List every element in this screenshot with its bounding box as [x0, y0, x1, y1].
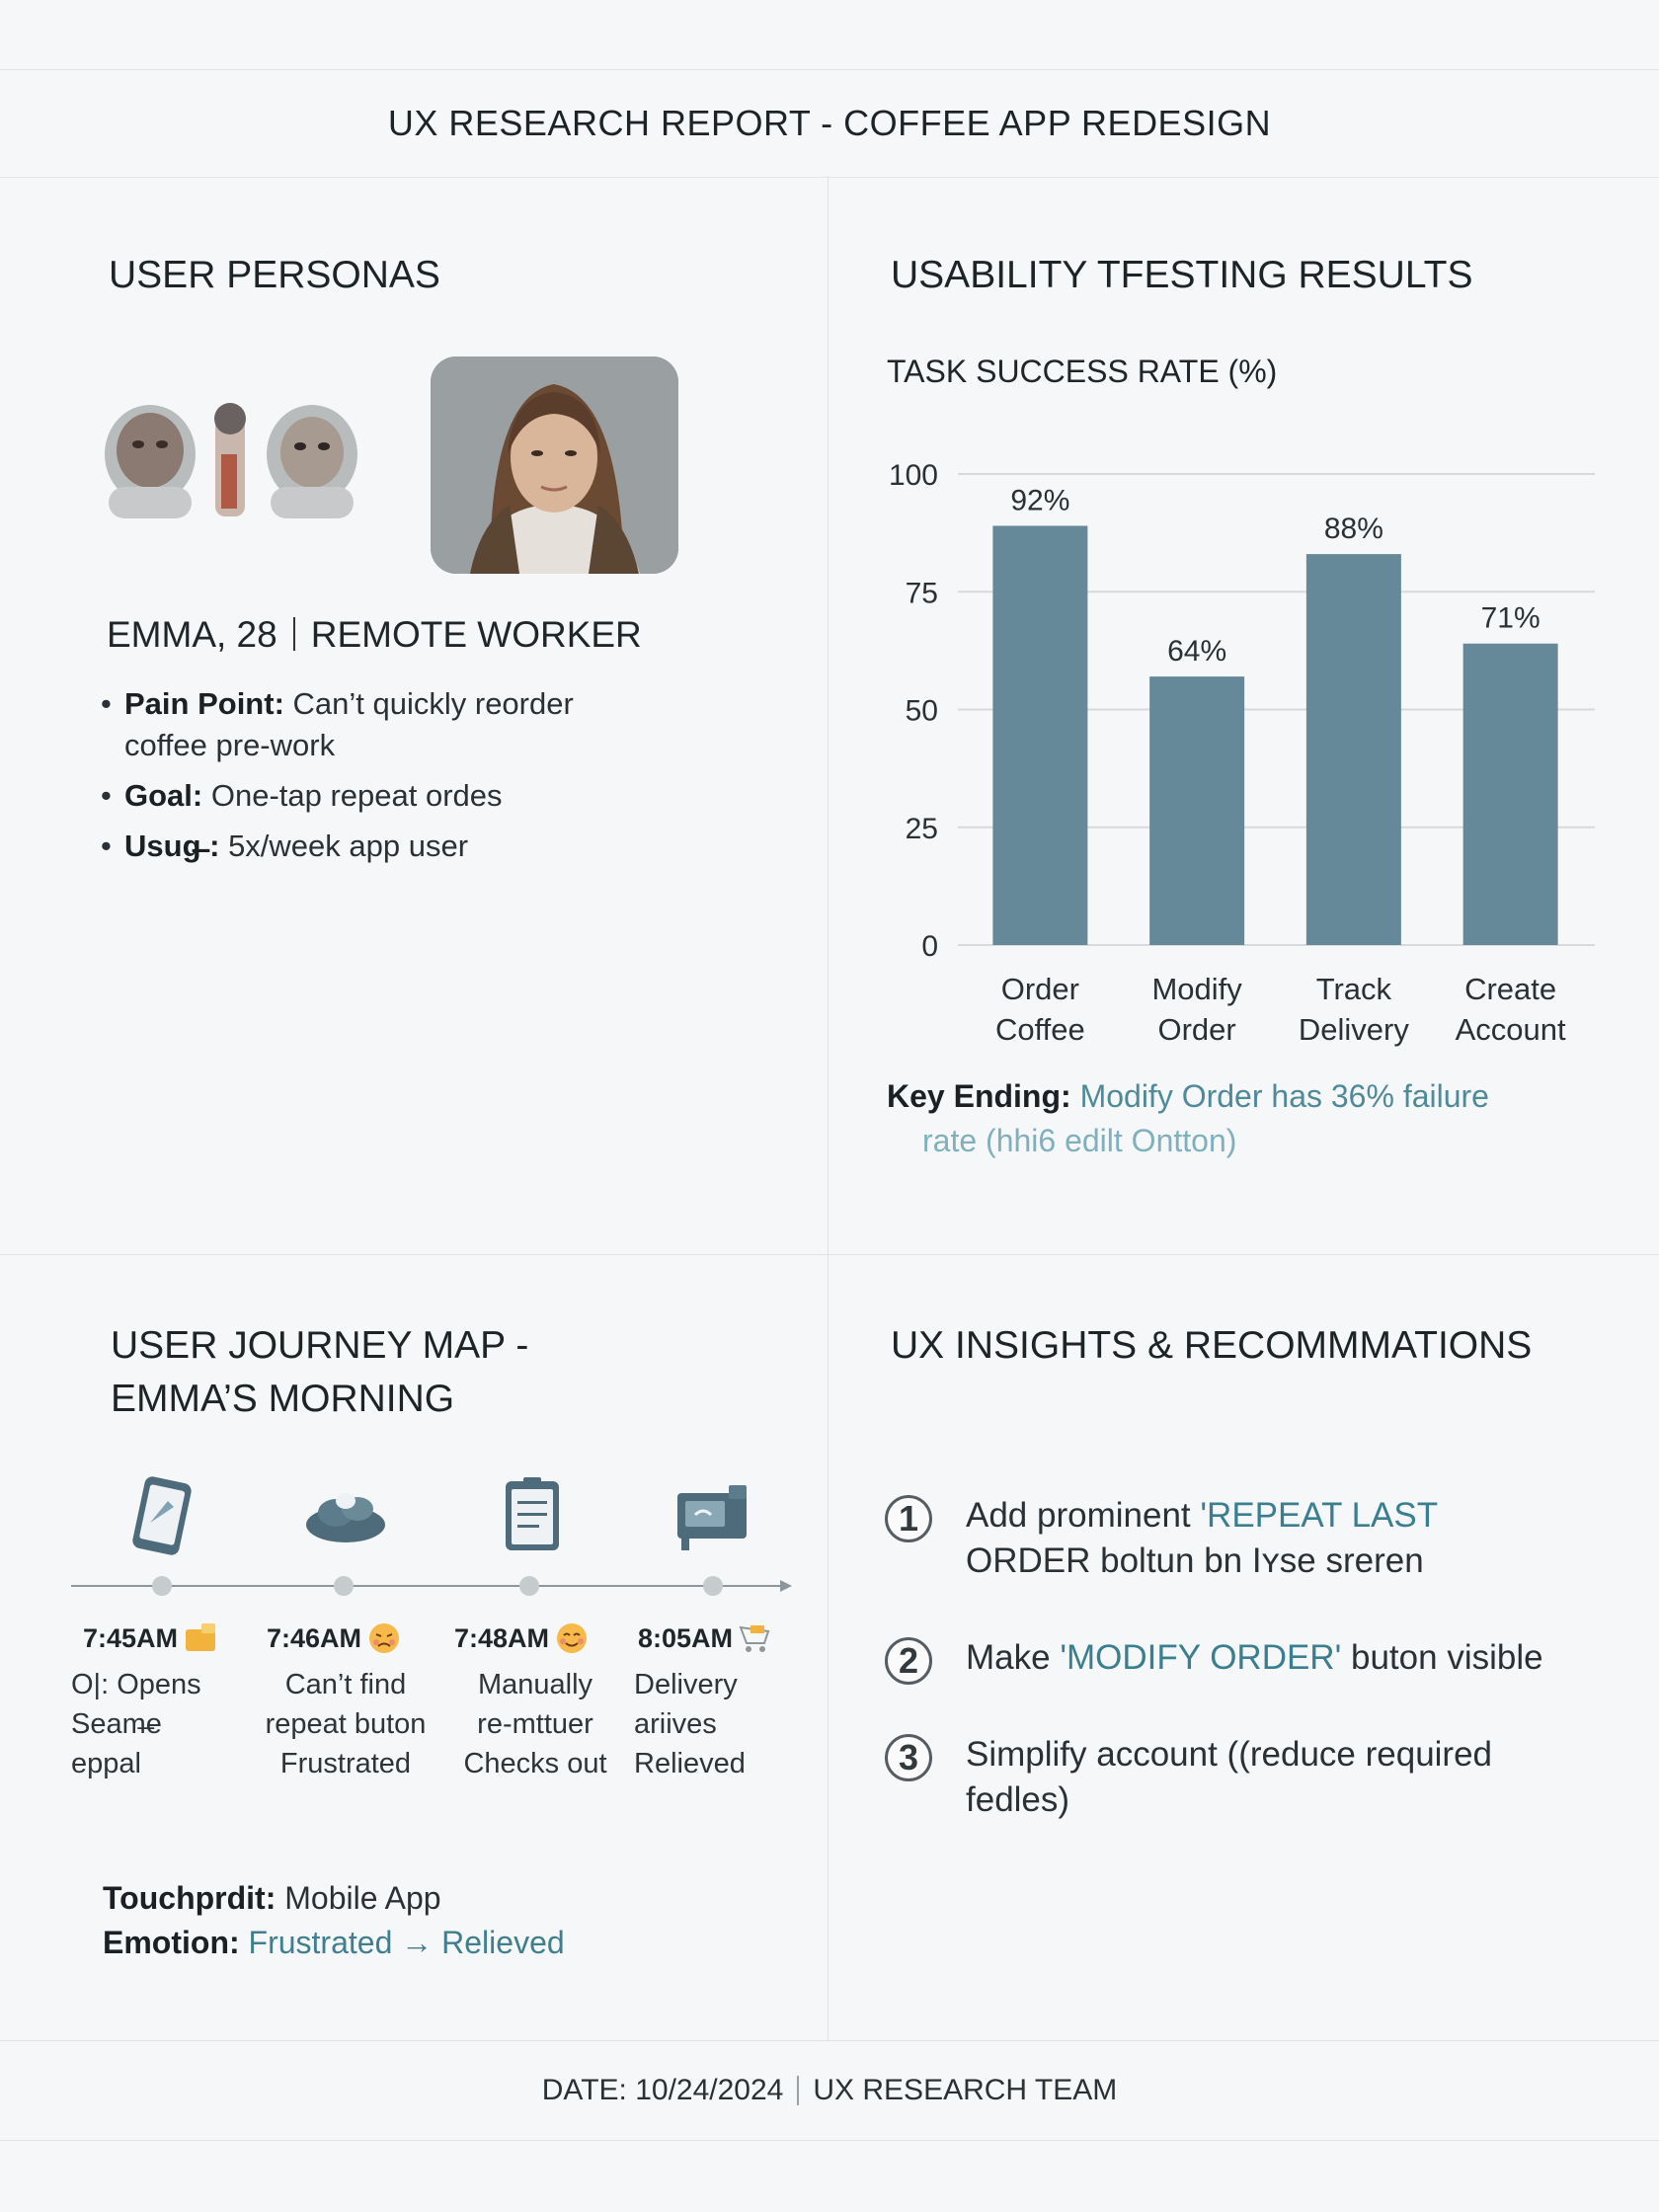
task-success-chart [849, 454, 1620, 1057]
key-finding-label: Key Ending: [887, 1078, 1071, 1114]
footer-team: UX RESEARCH TEAM [813, 2074, 1118, 2106]
horizontal-divider [0, 1254, 1659, 1255]
touchpoint-summary [103, 1876, 565, 1965]
data-label: 88% [1323, 513, 1383, 546]
vertical-divider [828, 176, 829, 2040]
bullet-text: Can’t quickly reorder coffee pre-work [124, 686, 574, 762]
chart-title: TASK SUCCESS RATE (%) [887, 354, 1278, 389]
content-emoji-icon [555, 1621, 589, 1655]
step-desc-line: Checks out [463, 1748, 607, 1779]
journey-title-line1: USER JOURNEY MAP - [111, 1324, 529, 1367]
insight-number: 1 [885, 1495, 932, 1542]
persona-name [107, 614, 642, 656]
timeline-dot [703, 1576, 723, 1596]
insight-text: Make [966, 1638, 1061, 1677]
step-desc-line: Frustrated [279, 1748, 412, 1779]
y-tick-label: 25 [905, 812, 938, 845]
key-finding-text-2: rate (hhi6 edilt Ontton) [922, 1123, 1237, 1158]
insight-item [885, 1493, 1596, 1584]
timeline-line [71, 1585, 782, 1587]
step-time [83, 1621, 217, 1655]
step-time-text: 8:05AM [638, 1623, 734, 1653]
delivery-box-icon [672, 1471, 760, 1560]
persona-bullet [99, 826, 652, 867]
bar [1463, 644, 1558, 945]
journey-title-line2: EMMA’S MORNING [111, 1378, 455, 1420]
report-footer [0, 2040, 1659, 2141]
frustrated-emoji-icon [367, 1621, 401, 1655]
journey-title [111, 1319, 528, 1426]
insight-item [885, 1635, 1596, 1681]
persona-bullets [99, 683, 652, 876]
persona-group-icon [99, 393, 371, 521]
key-finding [887, 1074, 1578, 1163]
persona-bullet [99, 683, 652, 766]
insights-list [885, 1493, 1596, 1874]
emotion-label: Emotion: [103, 1925, 240, 1960]
y-tick-label: 50 [905, 694, 938, 728]
data-label: 92% [1010, 484, 1070, 517]
insight-text: Add prominent [966, 1496, 1201, 1535]
data-label: 64% [1167, 635, 1227, 669]
notification-icon [184, 1621, 217, 1655]
insight-highlight: 'REPEAT LAST [1200, 1496, 1439, 1535]
step-desc-line: O|: Opens [71, 1669, 201, 1700]
footer-date: DATE: 10/24/2024 [541, 2074, 784, 2106]
y-tick-label: 0 [921, 930, 938, 963]
key-finding-text: Modify Order has 36% failure [1079, 1078, 1489, 1114]
timeline-dot [519, 1576, 539, 1596]
journey-map [69, 1471, 800, 1807]
timeline-dot [152, 1576, 172, 1596]
persona-name-text: EMMA, 28 [107, 614, 277, 655]
phone-icon [117, 1471, 205, 1560]
insight-text: Simplify account ((reduce required fedles) [966, 1735, 1493, 1819]
persona-role: REMOTE WORKER [310, 614, 642, 655]
step-desc [71, 1665, 249, 1783]
y-tick-label: 75 [905, 577, 938, 610]
step-desc-line: Seam̶e [71, 1708, 162, 1740]
touchpoint-label: Touchprdit: [103, 1880, 276, 1916]
bullet-label: Goal: [124, 778, 203, 813]
insight-number: 3 [885, 1734, 932, 1781]
emotion-value: Frustrated → Relieved [248, 1925, 565, 1960]
step-desc-line: repeat buton [265, 1708, 427, 1740]
x-tick-label: Create [1464, 972, 1557, 1006]
step-desc-line: ariives [634, 1708, 717, 1740]
y-tick-label: 100 [888, 459, 938, 492]
touchpoint-value: Mobile App [284, 1880, 441, 1916]
step-time [638, 1621, 772, 1655]
step-time [454, 1621, 589, 1655]
x-tick-label: Delivery [1298, 1012, 1409, 1047]
step-desc-line: re-mttuer [477, 1708, 593, 1740]
name-separator [293, 617, 295, 651]
x-tick-label: Modify [1151, 972, 1242, 1006]
footer-separator [797, 2076, 799, 2105]
bullet-text: One-tap repeat ordes [210, 778, 503, 813]
x-tick-label: Order [1000, 972, 1079, 1006]
x-tick-label: Coffee [994, 1012, 1085, 1047]
step-desc [257, 1665, 434, 1783]
personas-title: USER PERSONAS [109, 254, 440, 296]
step-desc-line: Manually [477, 1669, 593, 1700]
timeline-arrow-icon [780, 1580, 792, 1592]
insight-highlight: 'MODIFY ORDER' [1060, 1638, 1342, 1677]
report-title: UX RESEARCH REPORT - COFFEE APP REDESIGN [387, 103, 1272, 143]
data-label: 71% [1480, 601, 1540, 635]
insight-text-2: buton visible [1341, 1638, 1543, 1677]
clipboard-icon [488, 1471, 577, 1560]
touchpoint-row [103, 1876, 565, 1921]
step-desc-line: Can’t find [284, 1669, 407, 1700]
bar [992, 525, 1087, 945]
cart-icon [739, 1621, 772, 1655]
step-desc-line: Delivery [634, 1669, 738, 1700]
bar [1149, 676, 1244, 945]
bullet-text: 5x/week app user [228, 829, 469, 863]
report-header [0, 69, 1659, 178]
bar [1306, 554, 1401, 945]
persona-photo [431, 356, 678, 574]
step-time-text: 7:48AM [454, 1623, 550, 1653]
x-tick-label: Track [1315, 972, 1392, 1006]
persona-bullet [99, 775, 652, 817]
insight-number: 2 [885, 1637, 932, 1685]
bullet-label: Usug̶ : [124, 829, 220, 863]
step-desc-line: eppal [71, 1748, 141, 1779]
x-tick-label: Order [1157, 1012, 1236, 1047]
step-time [267, 1621, 401, 1655]
step-time-text: 7:45AM [83, 1623, 179, 1653]
insights-title: UX INSIGHTS & RECOMMMATIONS [891, 1324, 1533, 1367]
step-desc-line: Relieved [634, 1748, 746, 1779]
usability-title: USABILITY TFESTING RESULTS [891, 254, 1473, 296]
insight-text-2: ORDER boltun bn Iʏse sreren [966, 1541, 1424, 1580]
insight-item [885, 1732, 1596, 1823]
cloud-icon [300, 1471, 389, 1560]
x-tick-label: Account [1455, 1012, 1566, 1047]
step-desc [634, 1665, 812, 1783]
emotion-row [103, 1921, 565, 1965]
timeline-dot [334, 1576, 354, 1596]
step-desc [446, 1665, 624, 1783]
bullet-label: Pain Point: [124, 686, 284, 721]
step-time-text: 7:46AM [267, 1623, 362, 1653]
